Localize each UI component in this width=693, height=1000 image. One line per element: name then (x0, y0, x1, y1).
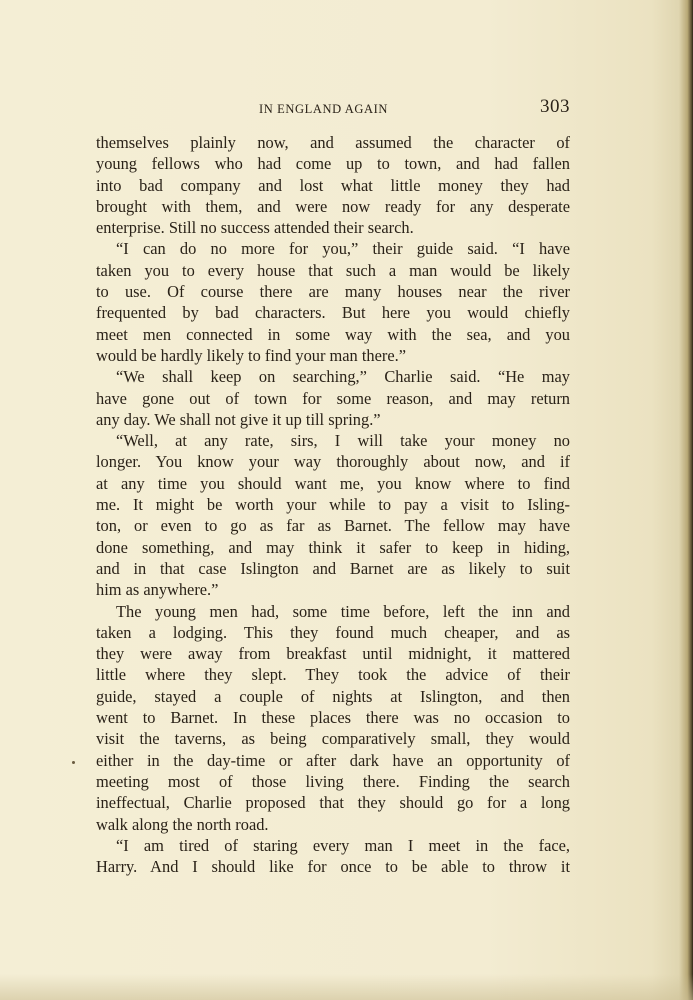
text-line: him as anywhere.” (96, 580, 219, 600)
text-line: went to Barnet. In these places there was no occasion to (96, 708, 570, 728)
text-line: longer. You know your way thoroughly about now, and if (96, 452, 570, 472)
text-line: any day. We shall not give it up till spring.” (96, 409, 381, 429)
text-line: would be hardly likely to find your man there.” (96, 345, 406, 365)
text-line: ton, or even to go as far as Barnet. The fellow may have (96, 516, 570, 536)
text-line: and in that case Islington and Barnet are as likely to suit (96, 558, 570, 578)
text-line: Harry. And I should like for once to be able to throw it (96, 857, 570, 877)
text-line: taken a lodging. This they found much cheaper, and as (96, 622, 570, 642)
text-line: “We shall keep on searching,” Charlie said. “He may (116, 367, 570, 387)
text-line: “I am tired of staring every man I meet in the face, (116, 835, 570, 855)
text-line: they were away from breakfast until midnight, it mattered (96, 644, 570, 664)
text-line: little where they slept. They took the advice of their (96, 665, 570, 685)
page-bottom-shadow (0, 974, 693, 1000)
text-line: young fellows who had come up to town, and had fallen (96, 154, 570, 174)
text-line: visit the taverns, as being comparatively small, they would (96, 729, 570, 749)
text-line: meet men connected in some way with the sea, and you (96, 324, 570, 344)
text-line: The young men had, some time before, left the inn and (116, 601, 570, 621)
text-line: “I can do no more for you,” their guide said. “I have (116, 239, 570, 259)
text-line: me. It might be worth your while to pay a visit to Isling- (96, 495, 570, 515)
text-line: at any time you should want me, you know where to find (96, 473, 570, 493)
text-line: taken you to every house that such a man would be likely (96, 260, 570, 280)
text-line: into bad company and lost what little money they had (96, 175, 570, 195)
text-line: enterprise. Still no success attended their search. (96, 218, 414, 238)
text-line: brought with them, and were now ready for any desperate (96, 196, 570, 216)
page-edge (679, 0, 693, 1000)
page-number: 303 (540, 96, 570, 117)
text-line: ineffectual, Charlie proposed that they should go for a long (96, 793, 570, 813)
text-line: frequented by bad characters. But here you would chiefly (96, 303, 570, 323)
page-header (96, 96, 570, 120)
text-line: have gone out of town for some reason, and may return (96, 388, 570, 408)
text-line: “Well, at any rate, sirs, I will take your money no (116, 431, 570, 451)
body-text (96, 132, 570, 877)
text-line: guide, stayed a couple of nights at Islington, and then (96, 686, 570, 706)
text-line: done something, and may think it safer to keep in hiding, (96, 537, 570, 557)
text-line: themselves plainly now, and assumed the character of (96, 133, 570, 152)
page-speck (72, 761, 75, 764)
text-line: meeting most of those living there. Finding the search (96, 771, 570, 791)
text-line: walk along the north road. (96, 814, 269, 834)
running-head: IN ENGLAND AGAIN (259, 102, 389, 116)
text-line: to use. Of course there are many houses near the river (96, 282, 570, 302)
text-line: either in the day-time or after dark have an opportunity of (96, 750, 570, 770)
